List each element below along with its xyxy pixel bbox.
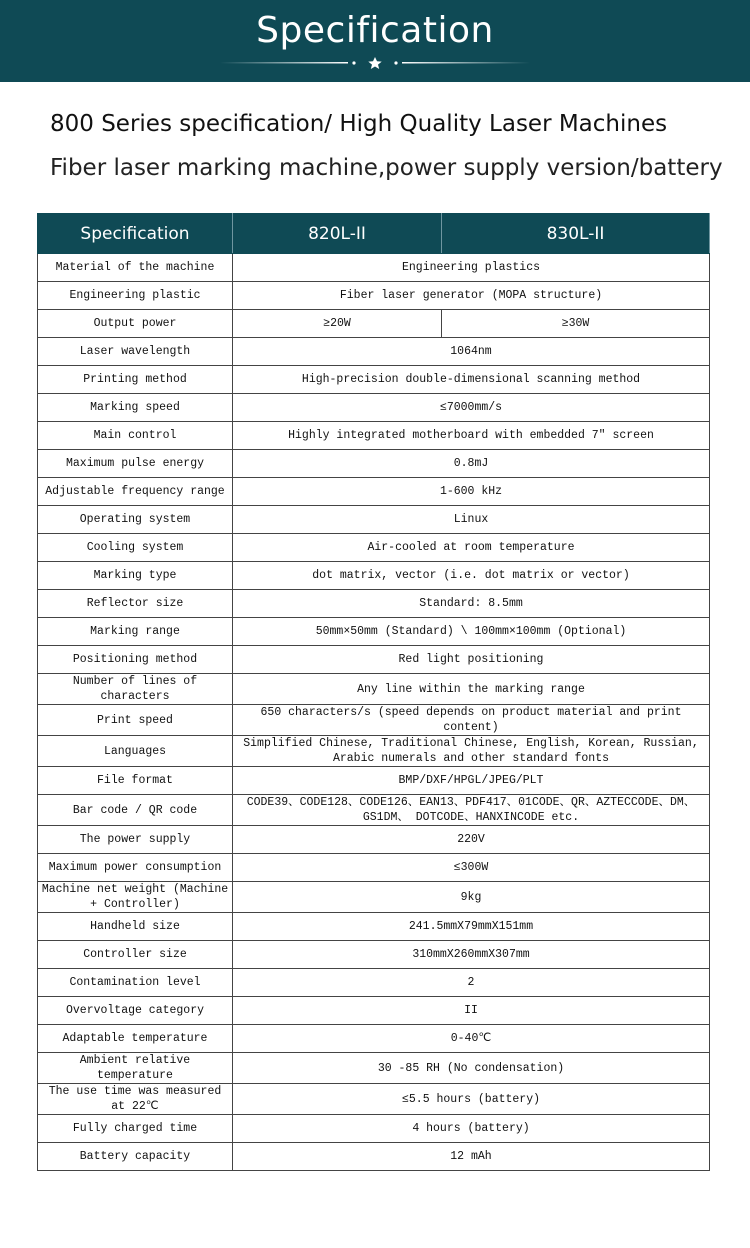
table-row [38, 422, 710, 450]
row-value: dot matrix, vector (i.e. dot matrix or vector) [233, 562, 710, 590]
table-row [38, 941, 710, 969]
row-label: Adaptable temperature [38, 1025, 233, 1053]
row-value: Air-cooled at room temperature [233, 534, 710, 562]
row-label: Controller size [38, 941, 233, 969]
row-value: Standard: 8.5mm [233, 590, 710, 618]
table-row [38, 1115, 710, 1143]
row-value: Fiber laser generator (MOPA structure) [233, 282, 710, 310]
table-row [38, 795, 710, 826]
row-label: Printing method [38, 366, 233, 394]
row-value: 1-600 kHz [233, 478, 710, 506]
row-label: Operating system [38, 506, 233, 534]
row-value: II [233, 997, 710, 1025]
table-row [38, 534, 710, 562]
table-row [38, 338, 710, 366]
title-banner [0, 0, 750, 82]
row-value: 310mmX260mmX307mm [233, 941, 710, 969]
row-label: Print speed [38, 705, 233, 736]
row-value: Linux [233, 506, 710, 534]
row-value: 1064nm [233, 338, 710, 366]
table-row [38, 913, 710, 941]
series-heading: 800 Series specification/ High Quality Laser Machines [50, 111, 668, 137]
row-label: Fully charged time [38, 1115, 233, 1143]
table-row [38, 394, 710, 422]
table-row [38, 997, 710, 1025]
table-row [38, 826, 710, 854]
row-label: The power supply [38, 826, 233, 854]
row-value: 650 characters/s (speed depends on product material and print content) [233, 705, 710, 736]
row-value: CODE39、CODE128、CODE126、EAN13、PDF417、01CODE、QR、AZTECCODE、DM、GS1DM、 DOTCODE、HANXINCODE etc. [233, 795, 710, 826]
table-row [38, 674, 710, 705]
row-value: ≤300W [233, 854, 710, 882]
row-value: ≤7000mm/s [233, 394, 710, 422]
row-label: Material of the machine [38, 254, 233, 282]
table-row [38, 969, 710, 997]
header-830l: 830L-II [442, 214, 710, 254]
row-value: Highly integrated motherboard with embedded 7" screen [233, 422, 710, 450]
table-row [38, 562, 710, 590]
row-label: Cooling system [38, 534, 233, 562]
table-row [38, 254, 710, 282]
row-label: Battery capacity [38, 1143, 233, 1171]
row-label: Ambient relative temperature [38, 1053, 233, 1084]
row-value: 241.5mmX79mmX151mm [233, 913, 710, 941]
row-label: Marking speed [38, 394, 233, 422]
table-row [38, 854, 710, 882]
row-value: 0.8mJ [233, 450, 710, 478]
table-row [38, 1084, 710, 1115]
table-row [38, 767, 710, 795]
table-row [38, 478, 710, 506]
row-value: Any line within the marking range [233, 674, 710, 705]
row-label: Engineering plastic [38, 282, 233, 310]
row-label: Maximum power consumption [38, 854, 233, 882]
row-value: Engineering plastics [233, 254, 710, 282]
table-row [38, 882, 710, 913]
row-value: 30 -85 RH (No condensation) [233, 1053, 710, 1084]
row-value: 4 hours (battery) [233, 1115, 710, 1143]
table-row [38, 366, 710, 394]
banner-title: Specification [256, 10, 494, 51]
star-divider-icon [220, 56, 530, 70]
spec-table [37, 213, 710, 1171]
table-row [38, 310, 710, 338]
machine-subheading: Fiber laser marking machine,power supply version/battery [50, 155, 723, 181]
table-row [38, 590, 710, 618]
header-specification: Specification [38, 214, 233, 254]
row-label: Main control [38, 422, 233, 450]
row-label: Marking range [38, 618, 233, 646]
row-label: Adjustable frequency range [38, 478, 233, 506]
row-label: Bar code / QR code [38, 795, 233, 826]
table-row [38, 1025, 710, 1053]
row-label: Positioning method [38, 646, 233, 674]
row-label: Languages [38, 736, 233, 767]
row-value: Red light positioning [233, 646, 710, 674]
table-header-row [38, 214, 710, 254]
row-value: BMP/DXF/HPGL/JPEG/PLT [233, 767, 710, 795]
row-label: File format [38, 767, 233, 795]
row-label: Number of lines of characters [38, 674, 233, 705]
row-label: Handheld size [38, 913, 233, 941]
table-body [38, 254, 710, 1171]
row-label: Reflector size [38, 590, 233, 618]
row-label: Contamination level [38, 969, 233, 997]
row-label: Marking type [38, 562, 233, 590]
row-value: 220V [233, 826, 710, 854]
row-label: Output power [38, 310, 233, 338]
table-row [38, 736, 710, 767]
row-value-820l: ≥20W [233, 310, 442, 338]
table-row [38, 1053, 710, 1084]
row-label: The use time was measured at 22℃ [38, 1084, 233, 1115]
row-value: 2 [233, 969, 710, 997]
header-820l: 820L-II [233, 214, 442, 254]
row-value: High-precision double-dimensional scanning method [233, 366, 710, 394]
row-value: Simplified Chinese, Traditional Chinese, English, Korean, Russian, Arabic numerals and other standard fonts [233, 736, 710, 767]
table-row [38, 450, 710, 478]
row-label: Laser wavelength [38, 338, 233, 366]
row-value: ≤5.5 hours (battery) [233, 1084, 710, 1115]
table-row [38, 506, 710, 534]
table-row [38, 618, 710, 646]
table-row [38, 1143, 710, 1171]
row-value: 9kg [233, 882, 710, 913]
table-row [38, 282, 710, 310]
row-value-830l: ≥30W [442, 310, 710, 338]
row-value: 50mm×50mm (Standard) \ 100mm×100mm (Optional) [233, 618, 710, 646]
row-label: Maximum pulse energy [38, 450, 233, 478]
table-row [38, 705, 710, 736]
table-row [38, 646, 710, 674]
row-label: Machine net weight (Machine + Controller) [38, 882, 233, 913]
row-value: 12 mAh [233, 1143, 710, 1171]
row-value: 0-40℃ [233, 1025, 710, 1053]
row-label: Overvoltage category [38, 997, 233, 1025]
